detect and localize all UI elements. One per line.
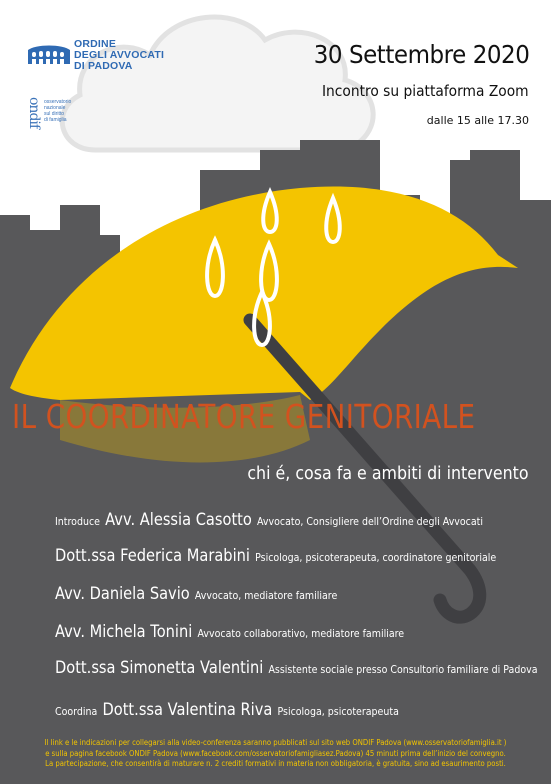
logo-line: DI PADOVA [74,60,133,72]
speaker-role: Coordina [55,705,98,718]
speaker-name: Dott.ssa Valentina Riva [102,700,273,720]
event-subtitle: chi é, cosa fa e ambiti di intervento [247,463,529,484]
event-date: 30 Settembre 2020 [313,40,529,69]
speaker-row [55,700,399,720]
footer-line: La partecipazione, che consentirà di maturare n. 2 crediti formativi in materia non obbligatoria, è gratuita, sino ad esaurimento posti. [45,758,506,768]
logo-line: DEGLI AVVOCATI [74,49,165,61]
logo-line: ORDINE [74,38,117,50]
speaker-desc: Avvocato collaborativo, mediatore familiare [197,627,405,640]
speaker-name: Dott.ssa Simonetta Valentini [55,658,264,678]
event-hours: dalle 15 alle 17.30 [426,114,529,127]
speaker-name: Dott.ssa Federica Marabini [55,546,250,566]
speaker-row [55,546,496,566]
speaker-desc: Avvocato, Consigliere dell’Ordine degli Avvocati [257,515,484,528]
speaker-role: Introduce [55,515,100,528]
speaker-desc: Psicologa, psicoterapeuta [277,705,399,718]
ordine-avvocati-logo [74,39,164,72]
speaker-row [55,510,483,530]
speaker-desc: Psicologa, psicoterapeuta, coordinatore genitoriale [255,551,497,564]
event-platform: Incontro su piattaforma Zoom [322,82,529,100]
footer-line: Il link e le indicazioni per collegarsi alla video-conferenza saranno pubblicati sul sito web ONDIF Padova (www.osservatoriofamiglia.it ) [44,737,507,747]
ondif-wordmark: ondif [26,97,42,129]
speaker-row [55,622,404,642]
ondif-subtitle [44,99,84,123]
ondif-sub-line: osservatorio [44,99,72,105]
ondif-sub-line: sul diritto [44,111,65,117]
speaker-desc: Avvocato, mediatore familiare [194,589,338,602]
speaker-desc: Assistente sociale presso Consultorio familiare di Padova [268,663,538,676]
speaker-name: Avv. Alessia Casotto [105,510,252,530]
speaker-row [55,658,538,678]
speaker-name: Avv. Michela Tonini [55,622,193,642]
colosseum-logo-icon [26,40,72,66]
speaker-name: Avv. Daniela Savio [55,584,190,604]
ondif-sub-line: nazionale [44,105,66,111]
ondif-sub-line: di famiglia [44,117,67,123]
event-title: IL COORDINATORE GENITORIALE [12,397,476,436]
ondif-logo [28,97,42,127]
speaker-row [55,584,337,604]
footer-note [0,737,551,769]
footer-line: e sulla pagina facebook ONDIF Padova (www.facebook.com/osservatoriofamigliasez.Padova) 45 minuti prima dell’inizio del convegno. [45,747,506,758]
